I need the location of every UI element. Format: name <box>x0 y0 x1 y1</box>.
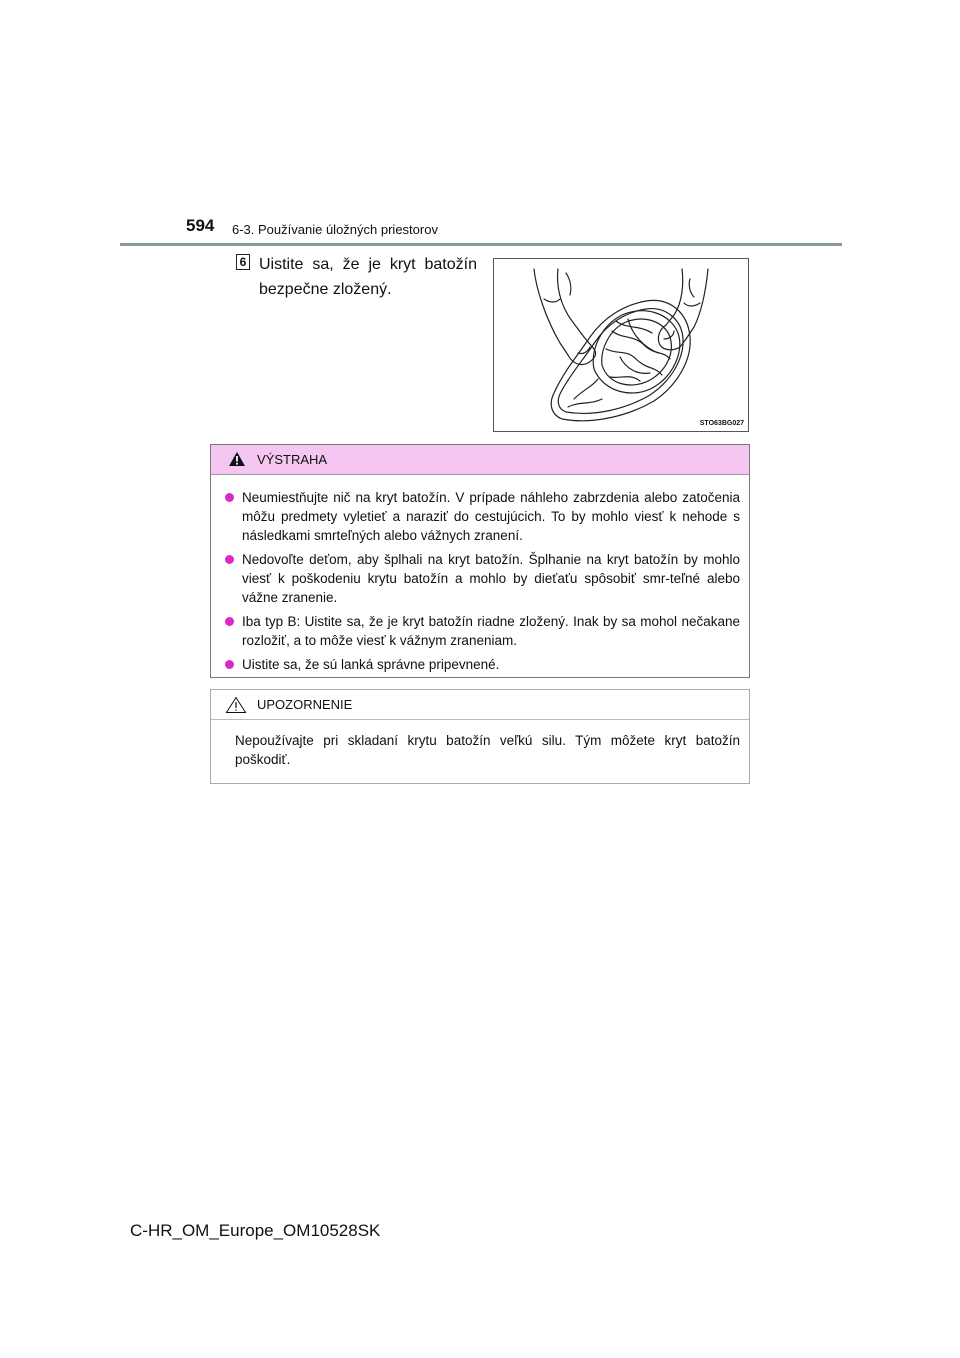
bullet-icon <box>225 493 234 502</box>
warning-item: Neumiestňujte nič na kryt batožín. V prípade náhleho zabrzdenia alebo zatočenia môžu predmety vyletieť a naraziť do cestujúcich. To by mohlo viesť k nehode s následkami smrteľných alebo vážnych zranení. <box>225 488 740 545</box>
caution-text: Nepoužívajte pri skladaní krytu batožín veľkú silu. Tým môžete kryt batožín poškodiť. <box>235 733 740 767</box>
header-rule <box>120 243 842 246</box>
caution-header <box>211 690 749 720</box>
step-number-badge: 6 <box>236 254 250 270</box>
folding-cover-drawing <box>494 259 748 431</box>
step-instruction: Uistite sa, že je kryt batožín bezpečne zložený. <box>259 256 477 298</box>
warning-title: VÝSTRAHA <box>257 452 328 467</box>
figure-code: STO63BG027 <box>699 420 744 427</box>
warning-item: Uistite sa, že sú lanká správne pripevnené. <box>225 655 740 674</box>
caution-title: UPOZORNENIE <box>257 697 353 712</box>
caution-box <box>210 689 750 784</box>
warning-header <box>211 445 749 475</box>
document-code: C-HR_OM_Europe_OM10528SK <box>130 1221 381 1240</box>
warning-list <box>211 475 749 674</box>
section-title: 6-3. Používanie úložných priestorov <box>232 222 438 237</box>
caution-triangle-icon <box>225 696 247 714</box>
bullet-icon <box>225 555 234 564</box>
warning-triangle-icon <box>228 451 246 467</box>
bullet-icon <box>225 660 234 669</box>
warning-item: Iba typ B: Uistite sa, že je kryt batožín riadne zložený. Inak by sa mohol nečakane rozložiť, a to môže viesť k vážnym zraneniam. <box>225 612 740 650</box>
warning-box <box>210 444 750 678</box>
warning-item: Nedovoľte deťom, aby šplhali na kryt batožín. Šplhanie na kryt batožín by mohlo viesť k poškodeniu krytu batožín a mohlo by dieťaťu spôsobiť smr-teľné alebo vážne zranenie. <box>225 550 740 607</box>
bullet-icon <box>225 617 234 626</box>
page-number: 594 <box>186 216 215 235</box>
illustration-folding-cover <box>493 258 749 432</box>
